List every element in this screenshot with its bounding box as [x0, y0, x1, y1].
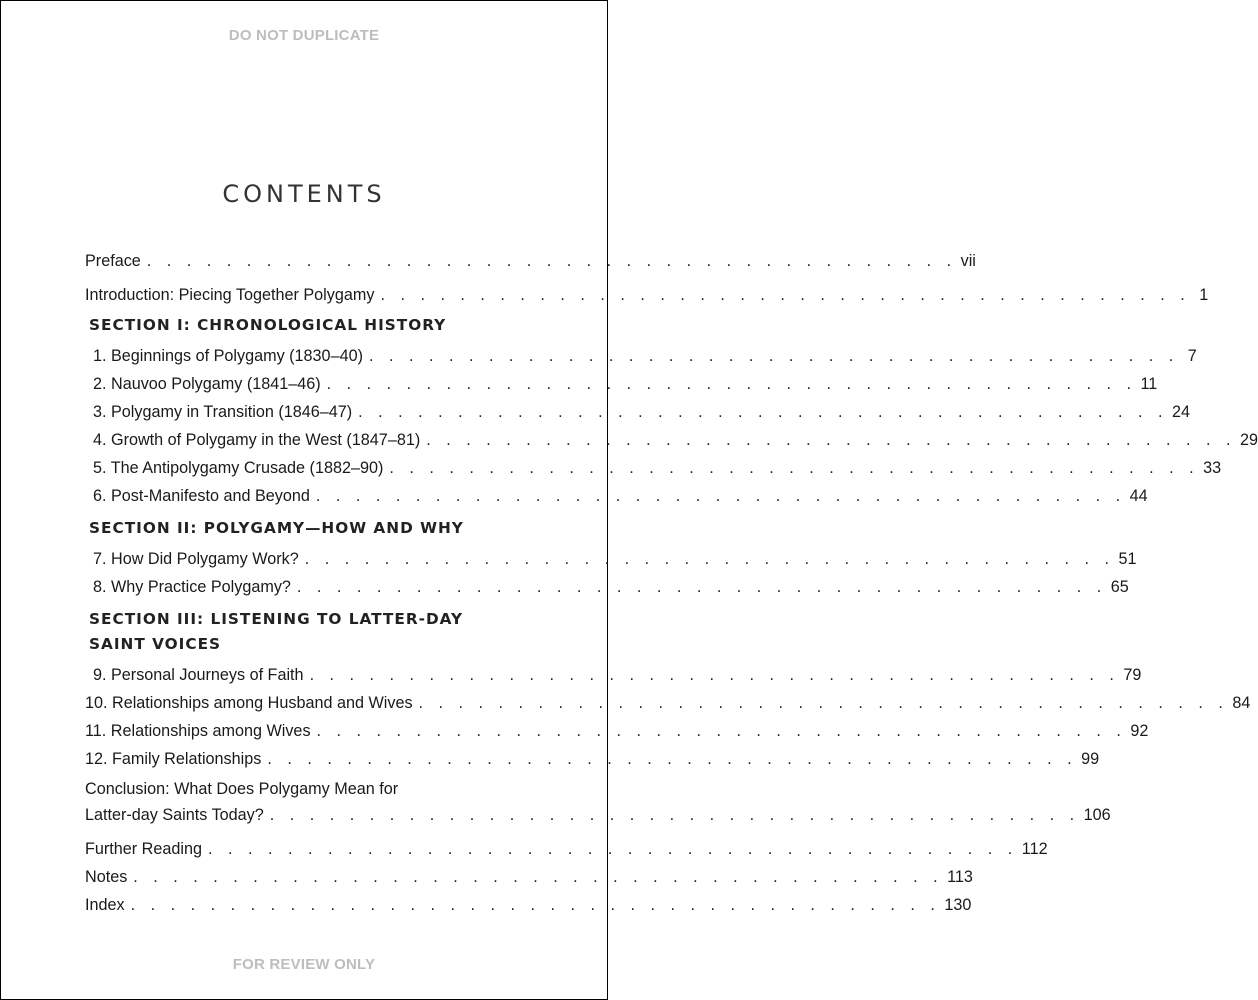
toc-entry-preface: Preface . . . . . . . . . . . . . . . . . . . . . . . . . . . . . . . . . . . . . . . . . vii [85, 247, 537, 275]
page-number: 113 [947, 868, 973, 886]
toc-entry-chapter-9: 9. Personal Journeys of Faith . . . . . . . . . . . . . . . . . . . . . . . . . . . . . . . . . . . . . . . . . 79 [85, 661, 537, 689]
section-heading: SECTION I: CHRONOLOGICAL HISTORY [89, 316, 447, 334]
page-number: 11 [1140, 375, 1158, 393]
toc-entry-chapter-12: 12. Family Relationships . . . . . . . . . . . . . . . . . . . . . . . . . . . . . . . . . . . . . . . . . 99 [85, 745, 537, 773]
toc-entry-chapter-7: 7. How Did Polygamy Work? . . . . . . . . . . . . . . . . . . . . . . . . . . . . . . . . . . . . . . . . . 51 [85, 545, 537, 573]
toc-entry-notes: Notes . . . . . . . . . . . . . . . . . . . . . . . . . . . . . . . . . . . . . . . . . 113 [85, 863, 537, 891]
toc-entry-chapter-5: 5. The Antipolygamy Crusade (1882–90) . . . . . . . . . . . . . . . . . . . . . . . . . . . . . . . . . . . . . . . . . 33 [85, 454, 537, 482]
page-title: CONTENTS [222, 180, 386, 208]
watermark-bottom: FOR REVIEW ONLY [232, 956, 376, 973]
watermark-top: DO NOT DUPLICATE [228, 27, 380, 44]
page-number: 130 [944, 896, 972, 914]
toc-entry-chapter-6: 6. Post-Manifesto and Beyond . . . . . . . . . . . . . . . . . . . . . . . . . . . . . . . . . . . . . . . . . 44 [85, 482, 537, 510]
toc-entry-index: Index . . . . . . . . . . . . . . . . . . . . . . . . . . . . . . . . . . . . . . . . . 130 [85, 891, 537, 919]
toc-entry-chapter-10: 10. Relationships among Husband and Wives . . . . . . . . . . . . . . . . . . . . . . . . . . . . . . . . . . . . . . . . . 84 [85, 689, 537, 717]
page-number: 84 [1232, 694, 1251, 712]
section-heading: SECTION III: LISTENING TO LATTER-DAY [89, 610, 464, 628]
table-of-contents [85, 247, 1258, 919]
page-number: 99 [1081, 750, 1100, 768]
toc-entry-chapter-3: 3. Polygamy in Transition (1846–47) . . . . . . . . . . . . . . . . . . . . . . . . . . . . . . . . . . . . . . . . . 24 [85, 398, 537, 426]
toc-entry-introduction: Introduction: Piecing Together Polygamy . . . . . . . . . . . . . . . . . . . . . . . . . . . . . . . . . . . . . . . . . 1 [85, 281, 537, 309]
toc-entry-chapter-11: 11. Relationships among Wives . . . . . . . . . . . . . . . . . . . . . . . . . . . . . . . . . . . . . . . . . 92 [85, 717, 537, 745]
page-number: 44 [1129, 487, 1148, 505]
page-number: 33 [1203, 459, 1222, 477]
page-number: 92 [1130, 722, 1149, 740]
section-heading: SECTION II: POLYGAMY—HOW AND WHY [89, 519, 464, 537]
toc-entry-conclusion-line1: Conclusion: What Does Polygamy Mean for [85, 780, 399, 798]
page-number: 106 [1083, 806, 1111, 824]
page-number: 112 [1021, 840, 1048, 858]
page-number: 51 [1118, 550, 1137, 568]
page-number: 7 [1187, 347, 1197, 365]
page-number: 29 [1240, 431, 1258, 449]
toc-entry-chapter-2: 2. Nauvoo Polygamy (1841–46) . . . . . . . . . . . . . . . . . . . . . . . . . . . . . . . . . . . . . . . . . 11 [85, 370, 537, 398]
toc-entry-conclusion: Latter-day Saints Today? . . . . . . . . . . . . . . . . . . . . . . . . . . . . . . . . . . . . . . . . . 106 [85, 801, 537, 829]
page-number: 79 [1123, 666, 1142, 684]
page-number: 24 [1171, 403, 1190, 421]
toc-entry-chapter-8: 8. Why Practice Polygamy? . . . . . . . . . . . . . . . . . . . . . . . . . . . . . . . . . . . . . . . . . 65 [85, 573, 537, 601]
page-number: vii [960, 252, 976, 270]
section-heading-continued: SAINT VOICES [89, 635, 222, 653]
toc-entry-chapter-4: 4. Growth of Polygamy in the West (1847–81) . . . . . . . . . . . . . . . . . . . . . . . . . . . . . . . . . . . . . . . . . 29 [85, 426, 537, 454]
toc-entry-further-reading: Further Reading . . . . . . . . . . . . . . . . . . . . . . . . . . . . . . . . . . . . . . . . . 112 [85, 835, 537, 863]
page-number: 65 [1110, 578, 1129, 596]
toc-entry-chapter-1: 1. Beginnings of Polygamy (1830–40) . . . . . . . . . . . . . . . . . . . . . . . . . . . . . . . . . . . . . . . . . 7 [85, 342, 537, 370]
page-number: 1 [1199, 286, 1209, 304]
